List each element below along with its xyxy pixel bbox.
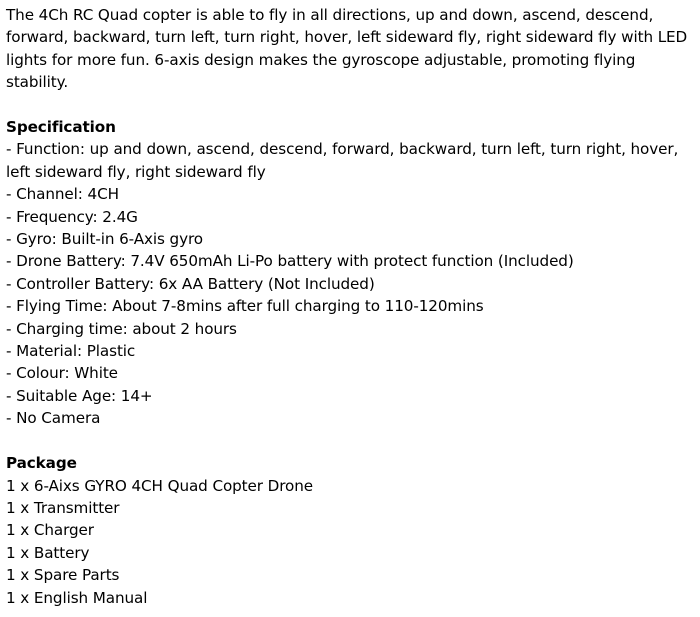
package-section [6,452,692,609]
spec-line-charging-time: - Charging time: about 2 hours [6,319,237,338]
package-item: 1 x English Manual [6,588,148,607]
spec-line-gyro: - Gyro: Built-in 6-Axis gyro [6,230,203,249]
spacer [6,430,692,452]
spec-line-frequency: - Frequency: 2.4G [6,207,138,226]
package-item: 1 x Battery [6,543,90,562]
package-item: 1 x Transmitter [6,498,120,517]
specification-heading: Specification [6,118,116,137]
spec-line-material: - Material: Plastic [6,342,136,361]
specification-section [6,116,692,430]
spec-line-function-cont: left sideward fly, right sideward fly [6,162,266,181]
intro-line: forward, backward, turn left, turn right, hover, left sideward fly, right sideward fly with LED [6,28,688,47]
package-item: 1 x Spare Parts [6,566,120,585]
spacer [6,94,692,116]
intro-line: The 4Ch RC Quad copter is able to fly in all directions, up and down, ascend, descend, [6,6,654,24]
package-item: 1 x 6-Aixs GYRO 4CH Quad Copter Drone [6,476,314,495]
spec-line-controller-battery: - Controller Battery: 6x AA Battery (Not Included) [6,274,375,293]
spec-line-function: - Function: up and down, ascend, descend, forward, backward, turn left, turn right, hover, [6,140,679,159]
intro-line: stability. [6,73,69,92]
package-heading: Package [6,454,77,473]
spec-line-colour: - Colour: White [6,364,118,383]
spec-line-channel: - Channel: 4CH [6,185,119,204]
spec-line-drone-battery: - Drone Battery: 7.4V 650mAh Li-Po battery with protect function (Included) [6,252,574,271]
intro-paragraph [6,4,692,94]
spec-line-camera: - No Camera [6,409,101,428]
package-item: 1 x Charger [6,521,94,540]
intro-line: lights for more fun. 6-axis design makes the gyroscope adjustable, promoting flying [6,50,636,69]
spec-line-flying-time: - Flying Time: About 7-8mins after full charging to 110-120mins [6,297,484,316]
spec-line-suitable-age: - Suitable Age: 14+ [6,386,153,405]
